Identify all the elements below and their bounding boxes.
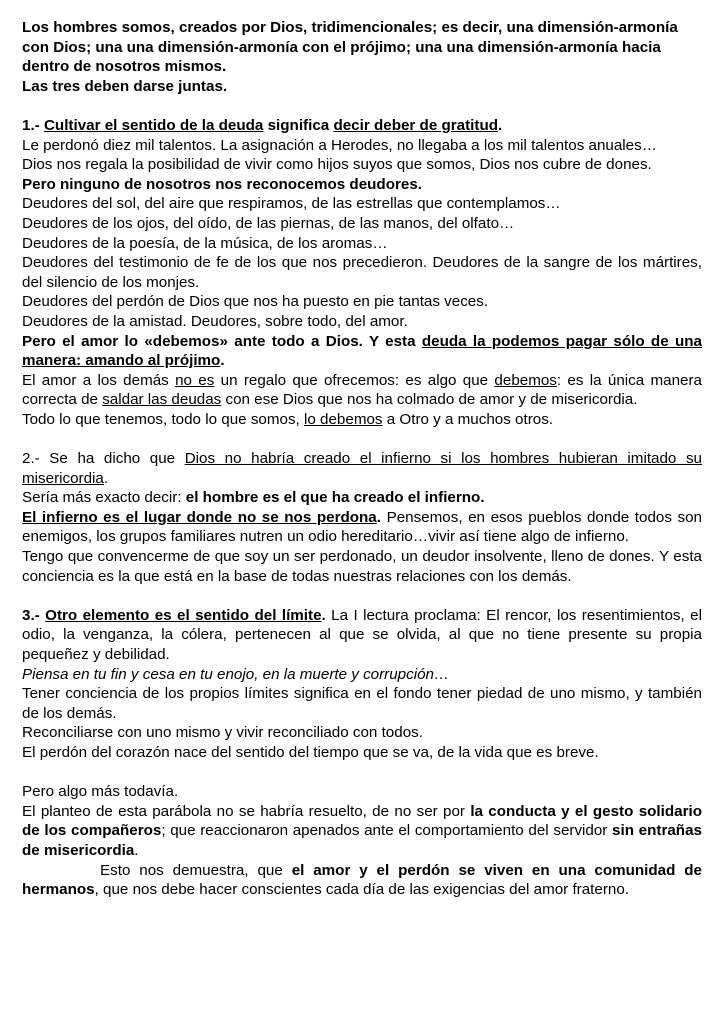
section-1-paragraph bbox=[22, 371, 702, 410]
section-3-number: 3.- bbox=[22, 606, 46, 624]
text-run: , que nos debe hacer conscientes cada día de las exigencias del amor fraterno. bbox=[94, 881, 630, 899]
text-run: Pensemos, en esos pueblos donde todos son enemigos, los grupos familiares nutren un odio hereditario…vivir así tiene algo de infierno. bbox=[22, 508, 702, 546]
italic-quote: Piensa en tu fin y cesa en tu enojo, en la muerte y corrupción… bbox=[22, 665, 450, 683]
debtors-line: Deudores del perdón de Dios que nos ha puesto en pie tantas veces. bbox=[22, 293, 489, 311]
text-run: . bbox=[103, 469, 109, 487]
spacer bbox=[22, 586, 702, 606]
section-1-heading bbox=[22, 116, 702, 136]
debtors-line: Deudores de la poesía, de la música, de los aromas… bbox=[22, 234, 388, 252]
love-statement-text: Pero el amor lo «debemos» ante todo a Dios. Y esta bbox=[22, 332, 422, 350]
section-1-heading-end: . bbox=[498, 116, 503, 134]
section-1-heading-underlined-2: decir deber de gratitud bbox=[333, 116, 499, 134]
section-3-paragraph: El perdón del corazón nace del sentido del tiempo que se va, de la vida que es breve. bbox=[22, 743, 599, 761]
section-2-paragraph bbox=[22, 508, 702, 547]
text-run: un regalo que ofrecemos: es algo que bbox=[214, 371, 495, 389]
section-1-heading-middle: significa bbox=[263, 116, 334, 134]
section-1-emphasis: Pero ninguno de nosotros nos reconocemos deudores. bbox=[22, 175, 422, 193]
debtors-line: Deudores de los ojos, del oído, de las piernas, de las manos, del olfato… bbox=[22, 214, 515, 232]
closing-paragraph bbox=[22, 861, 702, 900]
bold-run: sin entrañas de misericordia bbox=[22, 822, 702, 859]
section-1-number: 1.- bbox=[22, 116, 44, 134]
love-statement-end: . bbox=[220, 352, 225, 370]
debtors-line: Deudores de la amistad. Deudores, sobre todo, del amor. bbox=[22, 312, 408, 330]
bold-run: el amor y el perdón se viven en una comunidad de hermanos bbox=[22, 861, 702, 899]
text-run: a Otro y a muchos otros. bbox=[382, 410, 554, 428]
debtors-line: Deudores del testimonio de fe de los que nos precedieron. Deudores de la sangre de los mártires, del silencio de los monjes. bbox=[22, 254, 702, 291]
text-run: con ese Dios que nos ha colmado de amor y de misericordia. bbox=[221, 391, 638, 409]
spacer bbox=[22, 429, 702, 449]
love-statement-underlined: deuda la podemos pagar sólo de una manera: amando al prójimo bbox=[22, 332, 702, 370]
bold-run: . bbox=[376, 508, 381, 526]
intro-paragraph: Los hombres somos, creados por Dios, tridimencionales; es decir, una dimensión-armonía con Dios; una una dimensión-armonía con el prójimo; una una dimensión-armonía hacia dentro de nosotros mismos. bbox=[22, 19, 678, 76]
text-run: 2.- Se ha dicho que bbox=[22, 450, 185, 468]
underlined-run: no es bbox=[175, 371, 215, 389]
bold-run: la conducta y el gesto solidario de los compañeros bbox=[22, 802, 703, 840]
underlined-run: lo debemos bbox=[304, 410, 383, 428]
section-2-heading bbox=[22, 449, 702, 488]
underlined-run: Dios no habría creado el infierno si los hombres hubieran imitado su misericordia bbox=[22, 450, 702, 487]
closing-paragraph bbox=[22, 802, 702, 861]
text-run: Esto nos demuestra, que bbox=[100, 861, 292, 879]
section-2-paragraph bbox=[22, 488, 702, 508]
section-1-heading-underlined-1: Cultivar el sentido de la deuda bbox=[43, 116, 264, 134]
spacer bbox=[22, 763, 702, 783]
text-run: Sería más exacto decir: bbox=[22, 489, 186, 507]
section-1-paragraph: Dios nos regala la posibilidad de vivir como hijos suyos que somos, Dios nos cubre de dones. bbox=[22, 156, 652, 174]
text-run: El amor a los demás bbox=[22, 371, 176, 389]
intro-conclusion: Las tres deben darse juntas. bbox=[22, 77, 228, 95]
section-1-paragraph bbox=[22, 410, 702, 430]
underlined-run: debemos bbox=[494, 371, 557, 389]
text-run: La I lectura proclama: El rencor, los resentimientos, el odio, la venganza, la cólera, pertenecen al que se olvida, al que no tiene presente su propia pequeñez y debilidad. bbox=[22, 606, 702, 663]
underlined-run: saldar las deudas bbox=[102, 391, 222, 409]
section-3-heading bbox=[22, 606, 702, 665]
section-2-paragraph: Tengo que convencerme de que soy un ser perdonado, un deudor insolvente, lleno de dones. Y esta conciencia es la que está en la base de todas nuestras relaciones con los demás. bbox=[22, 548, 702, 585]
text-run: . bbox=[134, 841, 139, 859]
section-1-paragraph: Le perdonó diez mil talentos. La asignación a Herodes, no llegaba a los mil talentos anuales… bbox=[22, 136, 657, 154]
bold-underlined-run: Otro elemento es el sentido del límite bbox=[45, 606, 322, 624]
spacer bbox=[22, 96, 702, 116]
text-run: ; que reaccionaron apenados ante el comportamiento del servidor bbox=[161, 822, 613, 840]
debtors-line: Deudores del sol, del aire que respiramos, de las estrellas que contemplamos… bbox=[22, 195, 561, 213]
text-run: : es la única manera correcta de bbox=[22, 371, 703, 409]
section-1-love-statement bbox=[22, 332, 702, 371]
closing-paragraph: Pero algo más todavía. bbox=[22, 783, 179, 801]
section-3-paragraph: Tener conciencia de los propios límites significa en el fondo tener piedad de uno mismo, y también de los demás. bbox=[22, 685, 702, 722]
section-3-paragraph: Reconciliarse con uno mismo y vivir reconciliado con todos. bbox=[22, 724, 423, 742]
text-run: El planteo de esta parábola no se habría resuelto, de no ser por bbox=[22, 802, 471, 820]
bold-run: . bbox=[321, 606, 326, 624]
text-run: Todo lo que tenemos, todo lo que somos, bbox=[22, 410, 304, 428]
bold-underlined-run: El infierno es el lugar donde no se nos perdona bbox=[22, 508, 377, 526]
bold-run: el hombre es el que ha creado el infierno. bbox=[185, 489, 485, 507]
